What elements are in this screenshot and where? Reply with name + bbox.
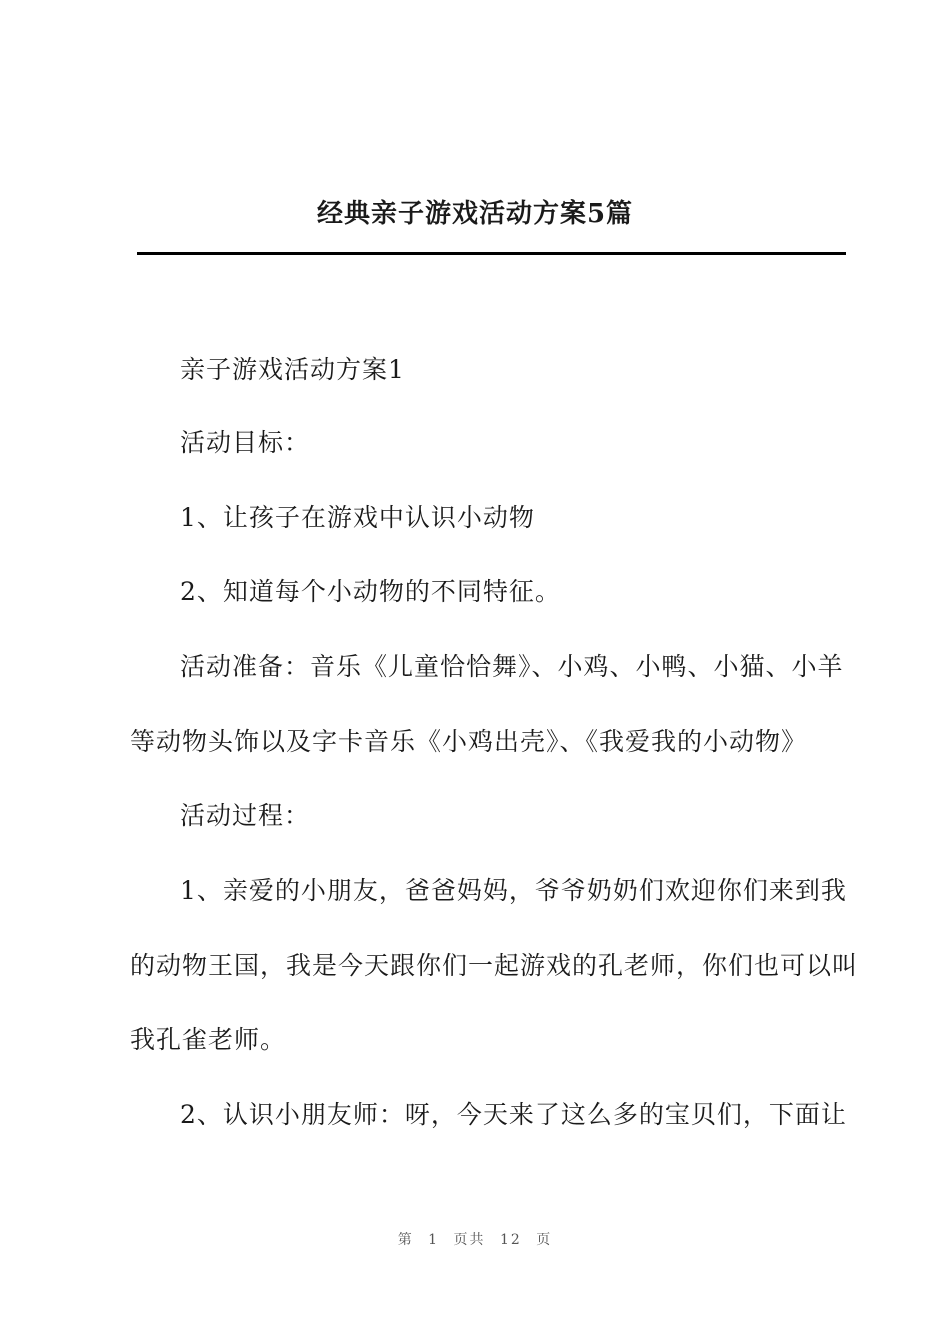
section-heading: 亲子游戏活动方案1: [180, 355, 405, 384]
paragraph-line: 1、亲爱的小朋友，爸爸妈妈，爷爷奶奶们欢迎你们来到我: [180, 876, 847, 905]
paragraph-line: 的动物王国，我是今天跟你们一起游戏的孔老师，你们也可以叫: [130, 951, 859, 980]
page-footer: 第 1 页共 12 页: [397, 1232, 553, 1248]
paragraph-line: 活动准备：音乐《儿童恰恰舞》、小鸡、小鸭、小猫、小羊: [180, 652, 844, 681]
paragraph-line: 1、让孩子在游戏中认识小动物: [180, 503, 535, 532]
paragraph-line: 等动物头饰以及字卡音乐《小鸡出壳》、《我爱我的小动物》: [130, 727, 808, 756]
document-title: 经典亲子游戏活动方案5篇: [316, 199, 634, 229]
title-divider: [137, 252, 846, 255]
paragraph-line: 2、知道每个小动物的不同特征。: [180, 577, 561, 606]
paragraph-line: 我孔雀老师。: [130, 1025, 287, 1054]
paragraph-line: 活动目标：: [180, 428, 311, 457]
paragraph-line: 活动过程：: [180, 801, 311, 830]
paragraph-line: 2、认识小朋友师：呀，今天来了这么多的宝贝们，下面让: [180, 1100, 847, 1129]
